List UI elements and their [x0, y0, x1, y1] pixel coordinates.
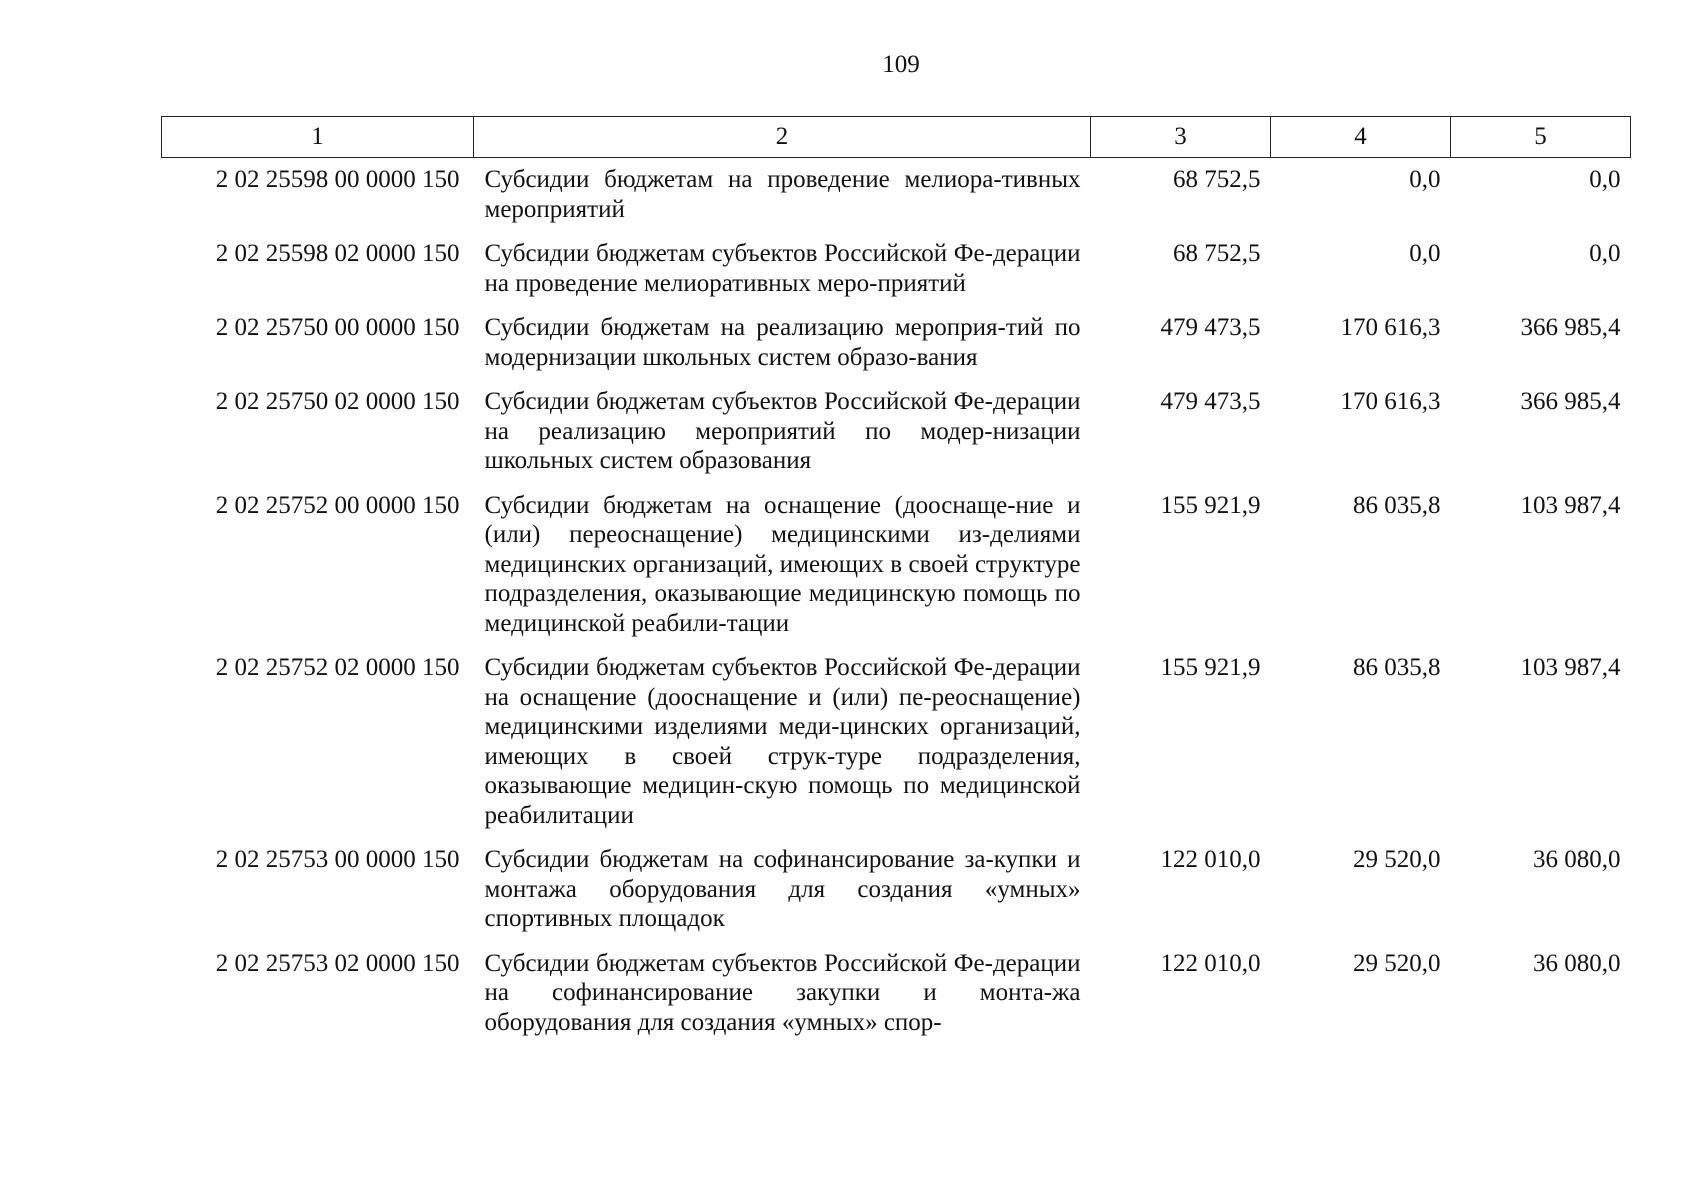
row-value-col5: 0,0 [1589, 240, 1621, 267]
page-number: 109 [882, 51, 920, 78]
row-value-col4: 86 035,8 [1353, 491, 1441, 519]
table-row [162, 232, 1631, 306]
header-col-1: 1 [162, 117, 474, 158]
table-body [162, 158, 1631, 1046]
row-value-col4: 86 035,8 [1353, 654, 1441, 681]
header-row [162, 117, 1631, 158]
row-code: 2 02 25750 00 0000 150 [215, 314, 460, 341]
row-value-col5: 103 987,4 [1520, 654, 1621, 681]
table-row [162, 838, 1631, 942]
row-value-col3: 122 010,0 [1160, 846, 1261, 873]
row-description: Субсидии бюджетам субъектов Российской Фе-дерации на проведение мелиоративных меро-приятий [484, 240, 1081, 297]
row-value-col5: 36 080,0 [1533, 949, 1621, 977]
row-value-col3: 68 752,5 [1173, 166, 1261, 193]
table-header [162, 117, 1631, 158]
row-value-col3: 122 010,0 [1160, 949, 1261, 977]
row-code: 2 02 25753 00 0000 150 [215, 846, 460, 873]
row-value-col5: 36 080,0 [1533, 846, 1621, 873]
row-description: Субсидии бюджетам на софинансирование за-купки и монтажа оборудования для создания «умных» спортивных площадок [484, 846, 1081, 932]
row-code: 2 02 25598 00 0000 150 [215, 166, 460, 193]
row-value-col5: 366 985,4 [1520, 388, 1621, 415]
row-value-col4: 29 520,0 [1353, 949, 1441, 977]
row-code: 2 02 25753 02 0000 150 [215, 949, 460, 977]
header-col-3: 3 [1091, 117, 1271, 158]
row-value-col4: 170 616,3 [1340, 388, 1441, 415]
row-code: 2 02 25752 00 0000 150 [215, 491, 460, 519]
row-value-col4: 29 520,0 [1353, 846, 1441, 873]
budget-table-container [161, 116, 1630, 1045]
row-value-col5: 103 987,4 [1520, 491, 1621, 519]
header-col-4: 4 [1271, 117, 1451, 158]
row-description: Субсидии бюджетам субъектов Российской Фе-дерации на софинансирование закупки и монта-жа оборудования для создания «умных» спор- [484, 949, 1081, 1036]
row-description: Субсидии бюджетам субъектов Российской Фе-дерации на реализацию мероприятий по модер-низации школьных систем образования [484, 388, 1081, 474]
row-code: 2 02 25752 02 0000 150 [215, 654, 460, 681]
row-description: Субсидии бюджетам субъектов Российской Фе-дерации на оснащение (дооснащение и (или) пе-реоснащение) медицинскими изделиями меди-цинских организаций, имеющих в своей струк-туре подразделения, оказывающие медицин-скую помощь по медицинской реабилитации [484, 654, 1081, 829]
table-row [162, 158, 1631, 233]
table-row [162, 484, 1631, 647]
table-row [162, 646, 1631, 838]
row-code: 2 02 25750 02 0000 150 [215, 388, 460, 415]
row-value-col4: 0,0 [1409, 166, 1441, 193]
table-row [162, 942, 1631, 1046]
header-col-5: 5 [1451, 117, 1631, 158]
row-description: Субсидии бюджетам на проведение мелиора-тивных мероприятий [484, 166, 1081, 223]
budget-table [161, 116, 1631, 1045]
row-value-col4: 170 616,3 [1340, 314, 1441, 341]
row-description: Субсидии бюджетам на реализацию мероприя-тий по модернизации школьных систем образо-вания [484, 314, 1081, 371]
row-value-col5: 366 985,4 [1520, 314, 1621, 341]
row-value-col3: 155 921,9 [1160, 491, 1261, 519]
header-col-2: 2 [474, 117, 1091, 158]
row-value-col4: 0,0 [1409, 240, 1441, 267]
row-description: Субсидии бюджетам на оснащение (дооснаще-ние и (или) переоснащение) медицинскими из-делиями медицинских организаций, имеющих в своей структуре подразделения, оказывающие медицинскую помощь по медицинской реабили-тации [484, 491, 1081, 637]
row-value-col3: 155 921,9 [1160, 654, 1261, 681]
row-code: 2 02 25598 02 0000 150 [215, 240, 460, 267]
row-value-col5: 0,0 [1589, 166, 1621, 193]
row-value-col3: 68 752,5 [1173, 240, 1261, 267]
table-row [162, 380, 1631, 484]
table-row [162, 306, 1631, 380]
row-value-col3: 479 473,5 [1160, 314, 1261, 341]
row-value-col3: 479 473,5 [1160, 388, 1261, 415]
